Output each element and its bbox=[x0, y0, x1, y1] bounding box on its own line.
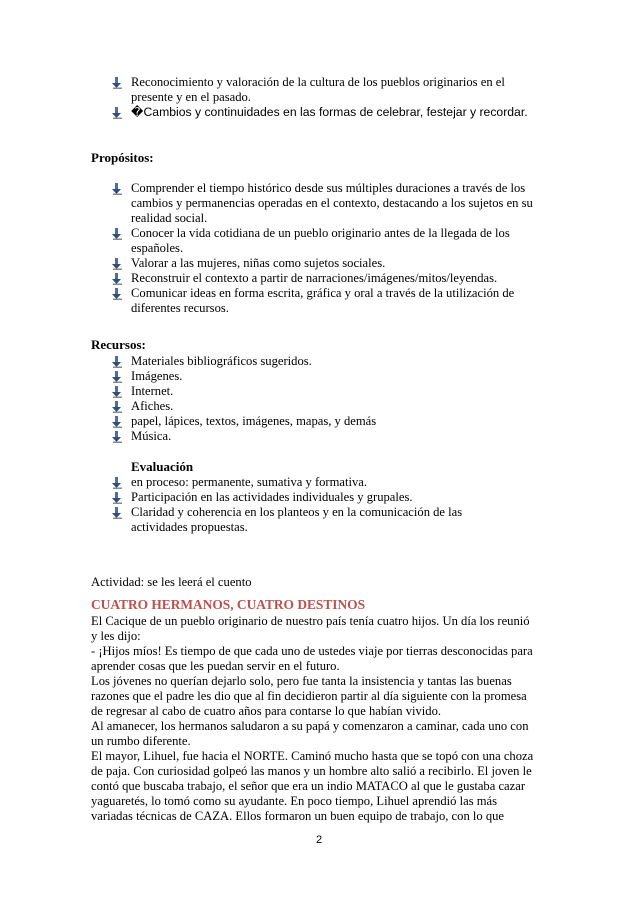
proposito-2-line-2: españoles. bbox=[131, 241, 184, 255]
story-line: El Cacique de un pueblo originario de nuestro país tenía cuatro hijos. Un día los reunió bbox=[91, 614, 530, 628]
story-line: razones que el padre les dio que al fin decidieron partir al día siguiente con la promesa bbox=[91, 689, 527, 703]
recurso-3: Internet. bbox=[131, 384, 174, 398]
recursos-heading: Recursos: bbox=[91, 337, 146, 352]
proposito-1-line-3: realidad social. bbox=[131, 211, 208, 225]
arrow-bullet-icon bbox=[111, 507, 123, 519]
proposito-1-line-2: cambios y permanencias operadas en el contexto, destacando a los sujetos en su bbox=[131, 196, 533, 210]
arrow-bullet-icon bbox=[111, 288, 123, 300]
page-number: 2 bbox=[315, 834, 323, 846]
evaluacion-3-line-2: actividades propuestas. bbox=[131, 520, 248, 534]
proposito-5-line-2: diferentes recursos. bbox=[131, 301, 229, 315]
story-line: - ¡Hijos míos! Es tiempo de que cada uno de ustedes viaje por tierras desconocidas para bbox=[91, 644, 533, 658]
story-line: yaguaretés, lo tomó como su ayudante. En poco tiempo, Lihuel aprendió las más bbox=[91, 794, 498, 808]
propositos-heading: Propósitos: bbox=[91, 150, 154, 165]
proposito-3-line-1: Valorar a las mujeres, niñas como sujetos sociales. bbox=[131, 256, 386, 270]
story-line: Los jóvenes no querían dejarlo solo, pero fue tanta la insistencia y tantas las buenas bbox=[91, 674, 512, 688]
story-line: de paja. Con curiosidad golpeó las manos y un hombre alto salió a recibirlo. El joven le bbox=[91, 764, 532, 778]
recurso-2: Imágenes. bbox=[131, 369, 183, 383]
story-line: variadas técnicas de CAZA. Ellos formaron un buen equipo de trabajo, con lo que bbox=[91, 809, 505, 823]
arrow-bullet-icon bbox=[111, 107, 123, 119]
arrow-bullet-icon bbox=[111, 77, 123, 89]
evaluacion-2: Participación en las actividades individuales y grupales. bbox=[131, 490, 413, 504]
story-line: un rumbo diferente. bbox=[91, 734, 191, 748]
story-title: CUATRO HERMANOS, CUATRO DESTINOS bbox=[91, 597, 366, 612]
arrow-bullet-icon bbox=[111, 228, 123, 240]
arrow-bullet-icon bbox=[111, 258, 123, 270]
arrow-bullet-icon bbox=[111, 371, 123, 383]
arrow-bullet-icon bbox=[111, 431, 123, 443]
intro-bullet-2-line-1: �Cambios y continuidades en las formas de celebrar, festejar y recordar. bbox=[131, 105, 528, 119]
proposito-1-line-1: Comprender el tiempo histórico desde sus múltiples duraciones a través de los bbox=[131, 181, 526, 195]
arrow-bullet-icon bbox=[111, 183, 123, 195]
proposito-4-line-1: Reconstruir el contexto a partir de narraciones/imágenes/mitos/leyendas. bbox=[131, 271, 498, 285]
story-line: El mayor, Lihuel, fue hacia el NORTE. Caminó mucho hasta que se topó con una choza bbox=[91, 749, 534, 763]
recurso-6: Música. bbox=[131, 429, 172, 443]
intro-bullet-1-line-2: presente y en el pasado. bbox=[131, 90, 251, 104]
story-line: de regresar al cabo de cuatro años para contarse lo que habían vivido. bbox=[91, 704, 442, 718]
arrow-bullet-icon bbox=[111, 416, 123, 428]
intro-bullet-1-line-1: Reconocimiento y valoración de la cultura de los pueblos originarios en el bbox=[131, 75, 505, 89]
recurso-5: papel, lápices, textos, imágenes, mapas, y demás bbox=[131, 414, 377, 428]
arrow-bullet-icon bbox=[111, 477, 123, 489]
arrow-bullet-icon bbox=[111, 386, 123, 398]
arrow-bullet-icon bbox=[111, 492, 123, 504]
story-line: Al amanecer, los hermanos saludaron a su papá y comenzaron a caminar, cada uno con bbox=[91, 719, 529, 733]
actividad-line: Actividad: se les leerá el cuento bbox=[91, 575, 252, 589]
evaluacion-1: en proceso: permanente, sumativa y formativa. bbox=[131, 475, 368, 489]
story-line: y les dijo: bbox=[91, 629, 141, 643]
story-line: contó que buscaba trabajo, el señor que era un indio MATACO al que le gustaba cazar bbox=[91, 779, 526, 793]
arrow-bullet-icon bbox=[111, 401, 123, 413]
evaluacion-heading: Evaluación bbox=[131, 459, 194, 474]
recurso-4: Afiches. bbox=[131, 399, 174, 413]
proposito-2-line-1: Conocer la vida cotidiana de un pueblo originario antes de la llegada de los bbox=[131, 226, 510, 240]
arrow-bullet-icon bbox=[111, 356, 123, 368]
recurso-1: Materiales bibliográficos sugeridos. bbox=[131, 354, 312, 368]
story-line: aprender cosas que les puedan servir en el futuro. bbox=[91, 659, 340, 673]
arrow-bullet-icon bbox=[111, 273, 123, 285]
proposito-5-line-1: Comunicar ideas en forma escrita, gráfica y oral a través de la utilización de bbox=[131, 286, 515, 300]
evaluacion-3-line-1: Claridad y coherencia en los planteos y en la comunicación de las bbox=[131, 505, 463, 519]
